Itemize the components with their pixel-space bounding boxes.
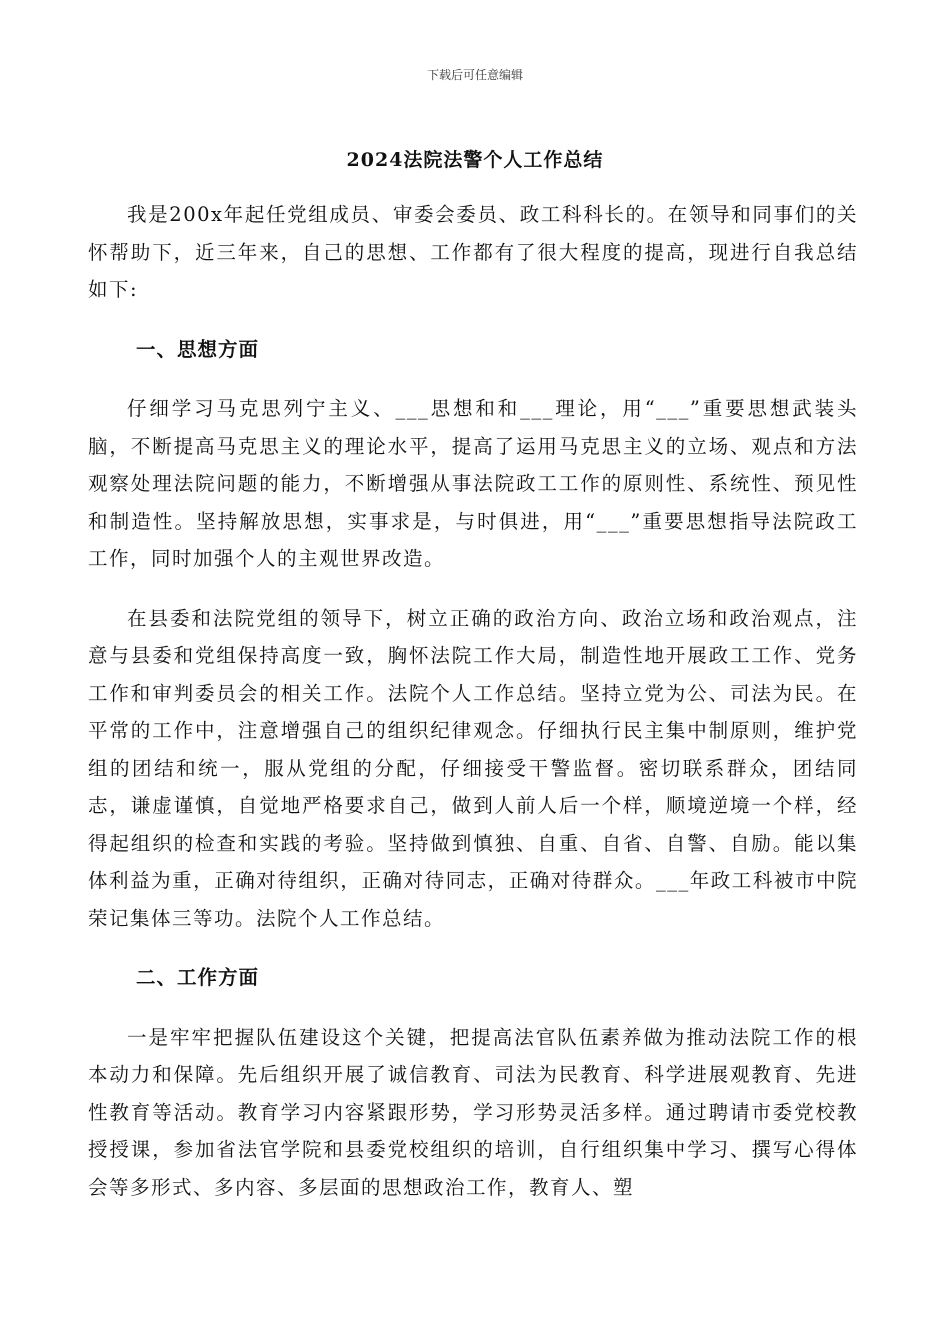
section2-paragraph-1: 一是牢牢把握队伍建设这个关键，把提高法官队伍素养做为推动法院工作的根本动力和保障。先后组织开展了诚信教育、司法为民教育、科学进展观教育、先进性教育等活动。教育学习内容紧跟形势，学习形势灵活多样。通过聘请市委党校教授授课，参加省法官学院和县委党校组织的培训，自行组织集中学习、撰写心得体会等多形式、多内容、多层面的思想政治工作，教育人、塑 — [88, 1025, 858, 1199]
header-note: 下载后可任意编辑 — [426, 68, 523, 82]
section1-paragraph-1: 仔细学习马克思列宁主义、___思想和和___理论，用“___”重要思想武装头脑，不断提高马克思主义的理论水平，提高了运用马克思主义的立场、观点和方法观察处理法院问题的能力，不断增强从事法院政工工作的原则性、系统性、预见性和制造性。坚持解放思想，实事求是，与时俱进，用“___”重要思想指导法院政工工作，同时加强个人的主观世界改造。 — [88, 397, 858, 570]
document-title: 2024法院法警个人工作总结 — [346, 149, 604, 171]
section-heading-thought: 一、思想方面 — [136, 337, 260, 361]
intro-paragraph: 我是200x年起任党组成员、审委会委员、政工科科长的。在领导和同事们的关怀帮助下，近三年来，自己的思想、工作都有了很大程度的提高，现进行自我总结如下: — [88, 203, 858, 301]
document-body — [88, 196, 858, 1206]
section-heading-work: 二、工作方面 — [136, 966, 260, 989]
section1-paragraph-2: 在县委和法院党组的领导下，树立正确的政治方向、政治立场和政治观点，注意与县委和党组保持高度一致，胸怀法院工作大局，制造性地开展政工工作、党务工作和审判委员会的相关工作。法院个人工作总结。坚持立党为公、司法为民。在平常的工作中，注意增强自己的组织纪律观念。仔细执行民主集中制原则，维护党组的团结和统一，服从党组的分配，仔细接受干警监督。密切联系群众，团结同志，谦虚谨慎，自觉地严格要求自己，做到人前人后一个样，顺境逆境一个样，经得起组织的检查和实践的考验。坚持做到慎独、自重、自省、自警、自励。能以集体利益为重，正确对待组织，正确对待同志，正确对待群众。___年政工科被市中院荣记集体三等功。法院个人工作总结。 — [88, 606, 858, 930]
